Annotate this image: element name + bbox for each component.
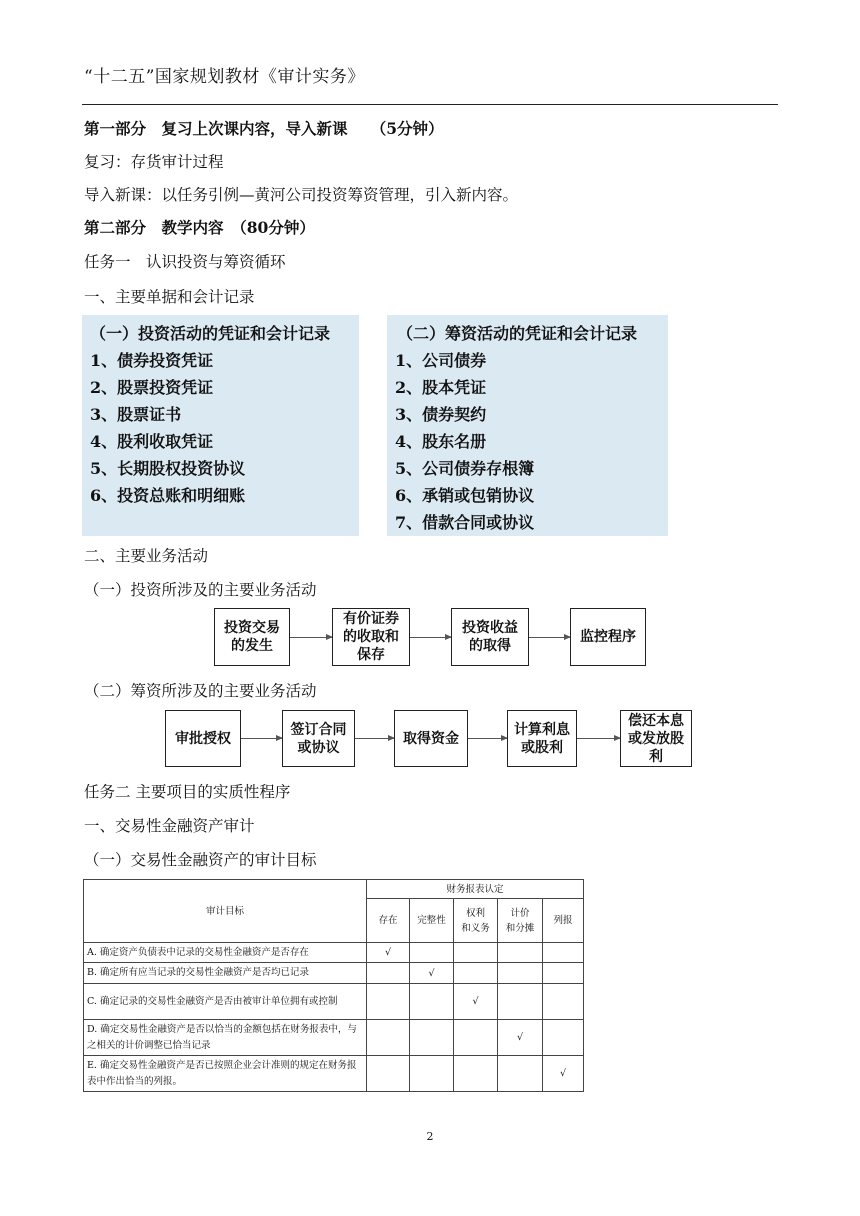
flow-arrow-icon bbox=[529, 637, 570, 638]
table-row bbox=[84, 963, 584, 984]
check-cell bbox=[454, 943, 498, 963]
check-cell bbox=[367, 963, 410, 984]
assertion-header: 财务报表认定 bbox=[367, 880, 584, 899]
investment-box-title: （一）投资活动的凭证和会计记录 bbox=[90, 324, 331, 343]
check-cell: √ bbox=[454, 984, 498, 1020]
check-cell bbox=[410, 1020, 454, 1056]
table-row bbox=[84, 1020, 584, 1056]
objective-cell: D. 确定交易性金融资产是否以恰当的金额包括在财务报表中，与之相关的计价调整已恰当记录 bbox=[84, 1020, 367, 1056]
flow-step-obtain-funds: 取得资金 bbox=[394, 710, 468, 767]
financing-doc-item: 2、股本凭证 bbox=[395, 378, 487, 397]
column-header: 存在 bbox=[367, 899, 410, 943]
task2-title: 任务二 主要项目的实质性程序 bbox=[84, 783, 291, 801]
header-title: “十二五”国家规划教材《审计实务》 bbox=[84, 67, 365, 87]
financing-doc-item: 5、公司债券存根簿 bbox=[395, 459, 535, 478]
investment-documents-box bbox=[82, 315, 359, 536]
check-cell bbox=[498, 943, 543, 963]
check-cell: √ bbox=[498, 1020, 543, 1056]
investment-doc-item: 3、股票证书 bbox=[90, 405, 182, 424]
task2-section1: 一、交易性金融资产审计 bbox=[84, 817, 255, 835]
check-cell bbox=[410, 1056, 454, 1092]
check-cell bbox=[543, 943, 584, 963]
investment-doc-item: 5、长期股权投资协议 bbox=[90, 459, 246, 478]
flow-step-calc-interest: 计算利息或股利 bbox=[507, 710, 577, 767]
flow-step-sign-contract: 签订合同或协议 bbox=[282, 710, 355, 767]
flow-step-authorization: 审批授权 bbox=[165, 710, 241, 767]
column-header: 计价 和分摊 bbox=[498, 899, 543, 943]
task1-section1: 一、主要单据和会计记录 bbox=[84, 288, 255, 306]
header-divider bbox=[82, 104, 778, 105]
check-cell bbox=[543, 1020, 584, 1056]
investment-doc-item: 2、股票投资凭证 bbox=[90, 378, 214, 397]
investment-doc-item: 4、股利收取凭证 bbox=[90, 432, 214, 451]
check-cell bbox=[543, 963, 584, 984]
flow-arrow-icon bbox=[468, 738, 507, 739]
financing-doc-item: 6、承销或包销协议 bbox=[395, 486, 535, 505]
task2-subsection1: （一）交易性金融资产的审计目标 bbox=[84, 851, 317, 869]
check-cell bbox=[367, 984, 410, 1020]
check-cell: √ bbox=[543, 1056, 584, 1092]
flow-step-monitoring: 监控程序 bbox=[570, 608, 646, 666]
flow-arrow-icon bbox=[410, 637, 451, 638]
flow-step-investment-income: 投资收益的取得 bbox=[451, 608, 529, 666]
investment-flow-title: （一）投资所涉及的主要业务活动 bbox=[84, 581, 317, 599]
financing-box-title: （二）筹资活动的凭证和会计记录 bbox=[397, 324, 638, 343]
check-cell bbox=[498, 963, 543, 984]
table-row bbox=[84, 984, 584, 1020]
page-number: 2 bbox=[426, 1130, 434, 1143]
part2-heading: 第二部分 教学内容 （80分钟） bbox=[84, 218, 315, 237]
column-header: 列报 bbox=[543, 899, 584, 943]
column-header: 完整性 bbox=[410, 899, 454, 943]
part1-heading: 第一部分 复习上次课内容，导入新课 （5分钟） bbox=[84, 119, 444, 138]
check-cell bbox=[454, 1056, 498, 1092]
financing-doc-item: 3、债券契约 bbox=[395, 405, 487, 424]
table-row bbox=[84, 1056, 584, 1092]
check-cell: √ bbox=[410, 963, 454, 984]
flow-arrow-icon bbox=[241, 738, 282, 739]
check-cell bbox=[454, 963, 498, 984]
task1-title: 任务一 认识投资与筹资循环 bbox=[84, 253, 286, 271]
check-cell bbox=[367, 1056, 410, 1092]
flow-arrow-icon bbox=[577, 738, 620, 739]
financing-doc-item: 1、公司债券 bbox=[395, 351, 487, 370]
task1-section2: 二、主要业务活动 bbox=[84, 547, 209, 565]
intro-line: 导入新课：以任务引例—黄河公司投资筹资管理，引入新内容。 bbox=[84, 186, 519, 204]
column-header: 权利 和义务 bbox=[454, 899, 498, 943]
flow-step-securities-custody: 有价证券的收取和保存 bbox=[332, 608, 410, 666]
financing-flow-title: （二）筹资所涉及的主要业务活动 bbox=[84, 682, 317, 700]
flow-arrow-icon bbox=[290, 637, 332, 638]
check-cell bbox=[543, 984, 584, 1020]
check-cell: √ bbox=[367, 943, 410, 963]
financing-documents-box bbox=[387, 315, 668, 536]
flow-arrow-icon bbox=[355, 738, 394, 739]
financing-doc-item: 4、股东名册 bbox=[395, 432, 487, 451]
objective-cell: C. 确定记录的交易性金融资产是否由被审计单位拥有或控制 bbox=[84, 984, 367, 1020]
review-line: 复习：存货审计过程 bbox=[84, 153, 224, 171]
objective-cell: E. 确定交易性金融资产是否已按照企业会计准则的规定在财务报表中作出恰当的列报。 bbox=[84, 1056, 367, 1092]
objective-cell: A. 确定资产负债表中记录的交易性金融资产是否存在 bbox=[84, 943, 367, 963]
objective-header: 审计目标 bbox=[84, 880, 367, 943]
table-row bbox=[84, 943, 584, 963]
objective-cell: B. 确定所有应当记录的交易性金融资产是否均已记录 bbox=[84, 963, 367, 984]
check-cell bbox=[410, 984, 454, 1020]
check-cell bbox=[454, 1020, 498, 1056]
check-cell bbox=[410, 943, 454, 963]
check-cell bbox=[498, 984, 543, 1020]
flow-step-investment-occurrence: 投资交易的发生 bbox=[214, 608, 290, 666]
financing-doc-item: 7、借款合同或协议 bbox=[395, 513, 535, 532]
check-cell bbox=[498, 1056, 543, 1092]
flow-step-repay: 偿还本息或发放股利 bbox=[620, 710, 692, 767]
audit-objectives-table bbox=[83, 879, 584, 1092]
investment-doc-item: 6、投资总账和明细账 bbox=[90, 486, 246, 505]
investment-doc-item: 1、债券投资凭证 bbox=[90, 351, 214, 370]
check-cell bbox=[367, 1020, 410, 1056]
